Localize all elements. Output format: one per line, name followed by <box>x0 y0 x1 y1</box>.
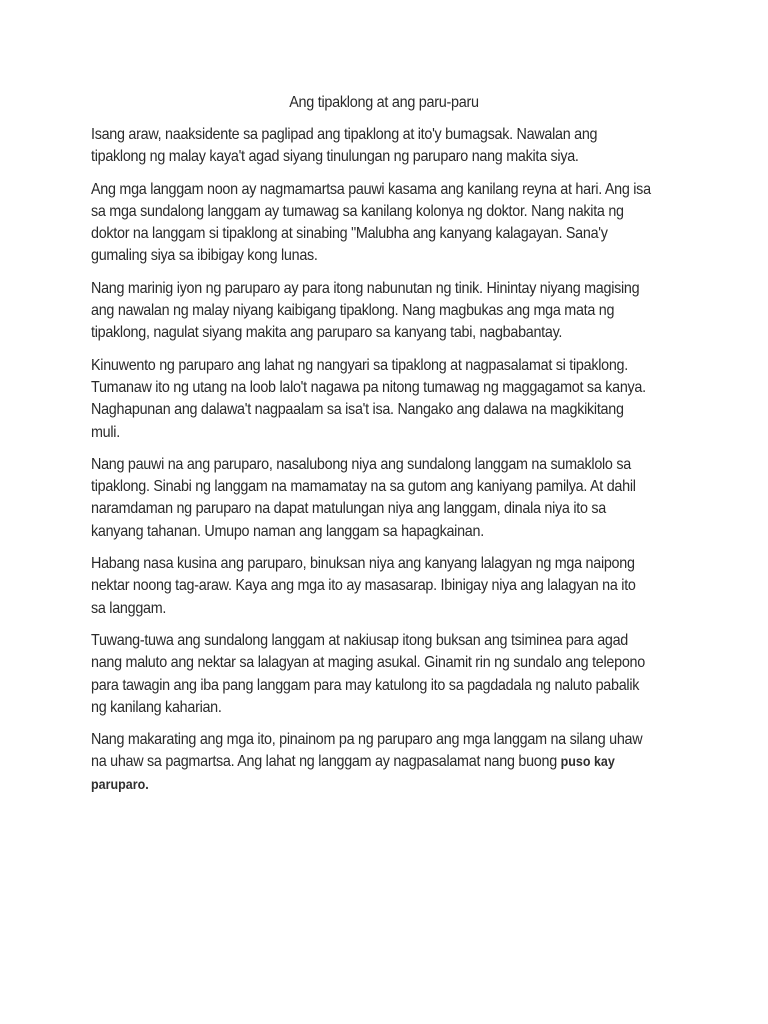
paragraph-line: ang nawalan ng malay niyang kaibigang tipaklong. Nang magbukas ang mga mata ng <box>91 302 615 320</box>
paragraph-line: naramdaman ng paruparo na dapat matulungan niya ang langgam, dinala niya ito sa <box>91 500 606 518</box>
paragraph-line: ng kanilang kaharian. <box>91 698 222 716</box>
paragraph-line-tail: puso kay <box>560 754 615 770</box>
paragraph-1 <box>91 124 680 169</box>
paragraph-line: Naghapunan ang dalawa't nagpaalam sa isa't isa. Nangako ang dalawa na magkikitang <box>91 401 624 419</box>
paragraph-4 <box>91 355 680 444</box>
paragraph-line: Ang mga langgam noon ay nagmamartsa pauwi kasama ang kanilang reyna at hari. Ang isa <box>91 180 651 198</box>
paragraph-line: nektar noong tag-araw. Kaya ang mga ito ay masasarap. Ibinigay niya ang lalagyan na ito <box>91 577 636 595</box>
paragraph-line: nang maluto ang nektar sa lalagyan at maging asukal. Ginamit rin ng sundalo ang telepono <box>91 654 645 672</box>
paragraph-line-main: na uhaw sa pagmartsa. Ang lahat ng langgam ay nagpasalamat nang buong <box>91 753 561 771</box>
paragraph-7 <box>91 630 680 719</box>
paragraph-line: tipaklong ng malay kaya't agad siyang tinulungan ng paruparo nang makita siya. <box>91 148 579 166</box>
paragraph-6 <box>91 553 680 620</box>
paragraph-line: tipaklong. Sinabi ng langgam na mamamatay na sa gutom ang kaniyang pamilya. At dahil <box>91 478 636 496</box>
paragraph-5 <box>91 454 680 543</box>
paragraph-line: doktor na langgam si tipaklong at sinabing "Malubha ang kanyang kalagayan. Sana'y <box>91 225 608 243</box>
paragraph-2 <box>91 179 680 268</box>
paragraph-line: Tumanaw ito ng utang na loob lalo't nagawa pa nitong tumawag ng maggagamot sa kanya. <box>91 378 646 396</box>
document-body <box>91 124 731 806</box>
paragraph-line: Isang araw, naaksidente sa paglipad ang tipaklong at ito'y bumagsak. Nawalan ang <box>91 126 598 143</box>
paragraph-line: sa langgam. <box>91 599 167 617</box>
paragraph-line: Nang makarating ang mga ito, pinainom pa ng paruparo ang mga langgam na silang uhaw <box>91 731 643 749</box>
paragraph-line: tipaklong, nagulat siyang makita ang paruparo sa kanyang tabi, nagbabantay. <box>91 324 563 342</box>
paragraph-line <box>91 751 680 773</box>
paragraph-line: Nang marinig iyon ng paruparo ay para itong nabunutan ng tinik. Hinintay niyang magising <box>91 279 640 297</box>
paragraph-line: muli. <box>91 423 120 441</box>
paragraph-line: Nang pauwi na ang paruparo, nasalubong niya ang sundalong langgam na sumaklolo sa <box>91 455 631 473</box>
paragraph-line: Habang nasa kusina ang paruparo, binuksan niya ang kanyang lalagyan ng mga naipong <box>91 555 635 573</box>
paragraph-8 <box>91 729 680 796</box>
document-title: Ang tipaklong at ang paru-paru <box>289 94 479 111</box>
paragraph-line-tail: paruparo. <box>91 776 149 792</box>
paragraph-line: gumaling siya sa ibibigay kong lunas. <box>91 247 318 265</box>
paragraph-line: Kinuwento ng paruparo ang lahat ng nangyari sa tipaklong at nagpasalamat si tipaklong. <box>91 356 628 374</box>
paragraph-line: para tawagin ang iba pang langgam para may katulong ito sa pagdadala ng naluto pabalik <box>91 676 640 694</box>
paragraph-3 <box>91 278 680 345</box>
paragraph-line: kanyang tahanan. Umupo naman ang langgam sa hapagkainan. <box>91 522 484 540</box>
paragraph-line: sa mga sundalong langgam ay tumawag sa kanilang kolonya ng doktor. Nang nakita ng <box>91 202 624 220</box>
paragraph-line: Tuwang-tuwa ang sundalong langgam at nakiusap itong buksan ang tsiminea para agad <box>91 631 629 649</box>
